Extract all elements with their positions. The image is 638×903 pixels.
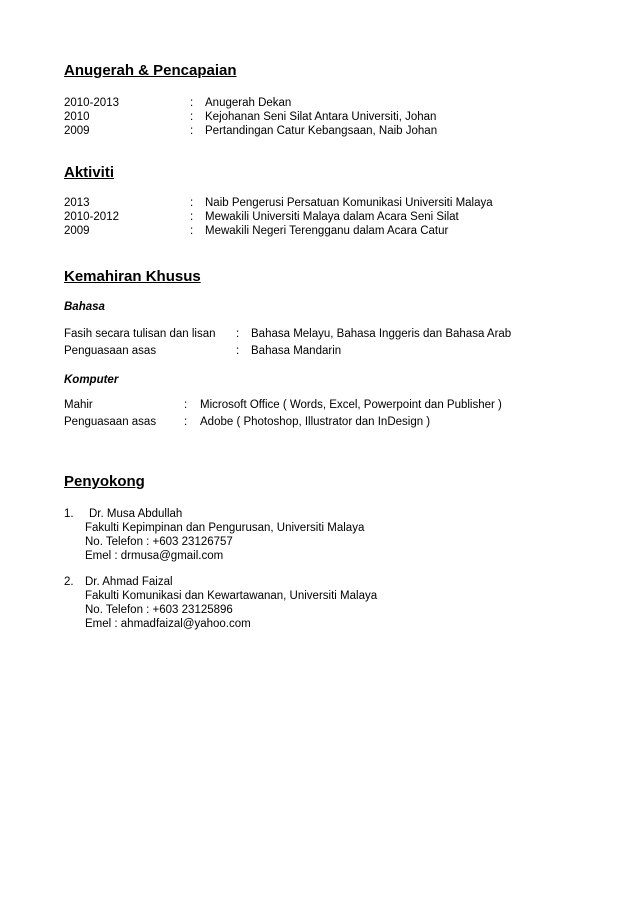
- award-year: 2010: [64, 111, 90, 123]
- computer-level: Penguasaan asas: [64, 416, 157, 428]
- skills-heading: Kemahiran Khusus: [64, 268, 201, 285]
- reference-organisation: Fakulti Kepimpinan dan Pengurusan, Universiti Malaya: [85, 522, 365, 534]
- reference-email: Emel : drmusa@gmail.com: [85, 550, 224, 562]
- activity-desc: Mewakili Universiti Malaya dalam Acara Seni Silat: [205, 211, 459, 223]
- language-separator: :: [236, 345, 240, 357]
- computer-subheading: Komputer: [64, 374, 119, 386]
- reference-phone: No. Telefon : +603 23125896: [85, 604, 233, 616]
- activity-year: 2009: [64, 225, 90, 237]
- reference-number: 2.: [64, 576, 74, 588]
- language-level: Penguasaan asas: [64, 345, 157, 357]
- award-separator: :: [190, 111, 194, 123]
- computer-value: Microsoft Office ( Words, Excel, Powerpoint dan Publisher ): [200, 399, 502, 411]
- reference-name: Dr. Ahmad Faizal: [85, 576, 173, 588]
- computer-level: Mahir: [64, 399, 93, 411]
- reference-name: Dr. Musa Abdullah: [89, 508, 183, 520]
- language-value: Bahasa Melayu, Bahasa Inggeris dan Bahasa Arab: [251, 328, 512, 340]
- reference-email: Emel : ahmadfaizal@yahoo.com: [85, 618, 251, 630]
- activity-separator: :: [190, 211, 194, 223]
- activity-desc: Mewakili Negeri Terengganu dalam Acara Catur: [205, 225, 449, 237]
- reference-phone: No. Telefon : +603 23126757: [85, 536, 233, 548]
- activity-separator: :: [190, 225, 194, 237]
- language-level: Fasih secara tulisan dan lisan: [64, 328, 216, 340]
- activity-desc: Naib Pengerusi Persatuan Komunikasi Universiti Malaya: [205, 197, 493, 209]
- computer-value: Adobe ( Photoshop, Illustrator dan InDesign ): [200, 416, 431, 428]
- activity-year: 2010-2012: [64, 211, 119, 223]
- award-desc: Pertandingan Catur Kebangsaan, Naib Johan: [205, 125, 438, 137]
- computer-separator: :: [184, 416, 188, 428]
- references-heading: Penyokong: [64, 473, 145, 490]
- awards-heading: Anugerah & Pencapaian: [64, 62, 237, 79]
- award-separator: :: [190, 125, 194, 137]
- activity-separator: :: [190, 197, 194, 209]
- award-desc: Anugerah Dekan: [205, 97, 292, 109]
- award-year: 2009: [64, 125, 90, 137]
- award-year: 2010-2013: [64, 97, 119, 109]
- language-value: Bahasa Mandarin: [251, 345, 342, 357]
- reference-number: 1.: [64, 508, 74, 520]
- language-subheading: Bahasa: [64, 301, 105, 313]
- activity-year: 2013: [64, 197, 90, 209]
- language-separator: :: [236, 328, 240, 340]
- award-separator: :: [190, 97, 194, 109]
- computer-separator: :: [184, 399, 188, 411]
- reference-organisation: Fakulti Komunikasi dan Kewartawanan, Universiti Malaya: [85, 590, 378, 602]
- award-desc: Kejohanan Seni Silat Antara Universiti, Johan: [205, 111, 437, 123]
- activities-heading: Aktiviti: [64, 164, 115, 181]
